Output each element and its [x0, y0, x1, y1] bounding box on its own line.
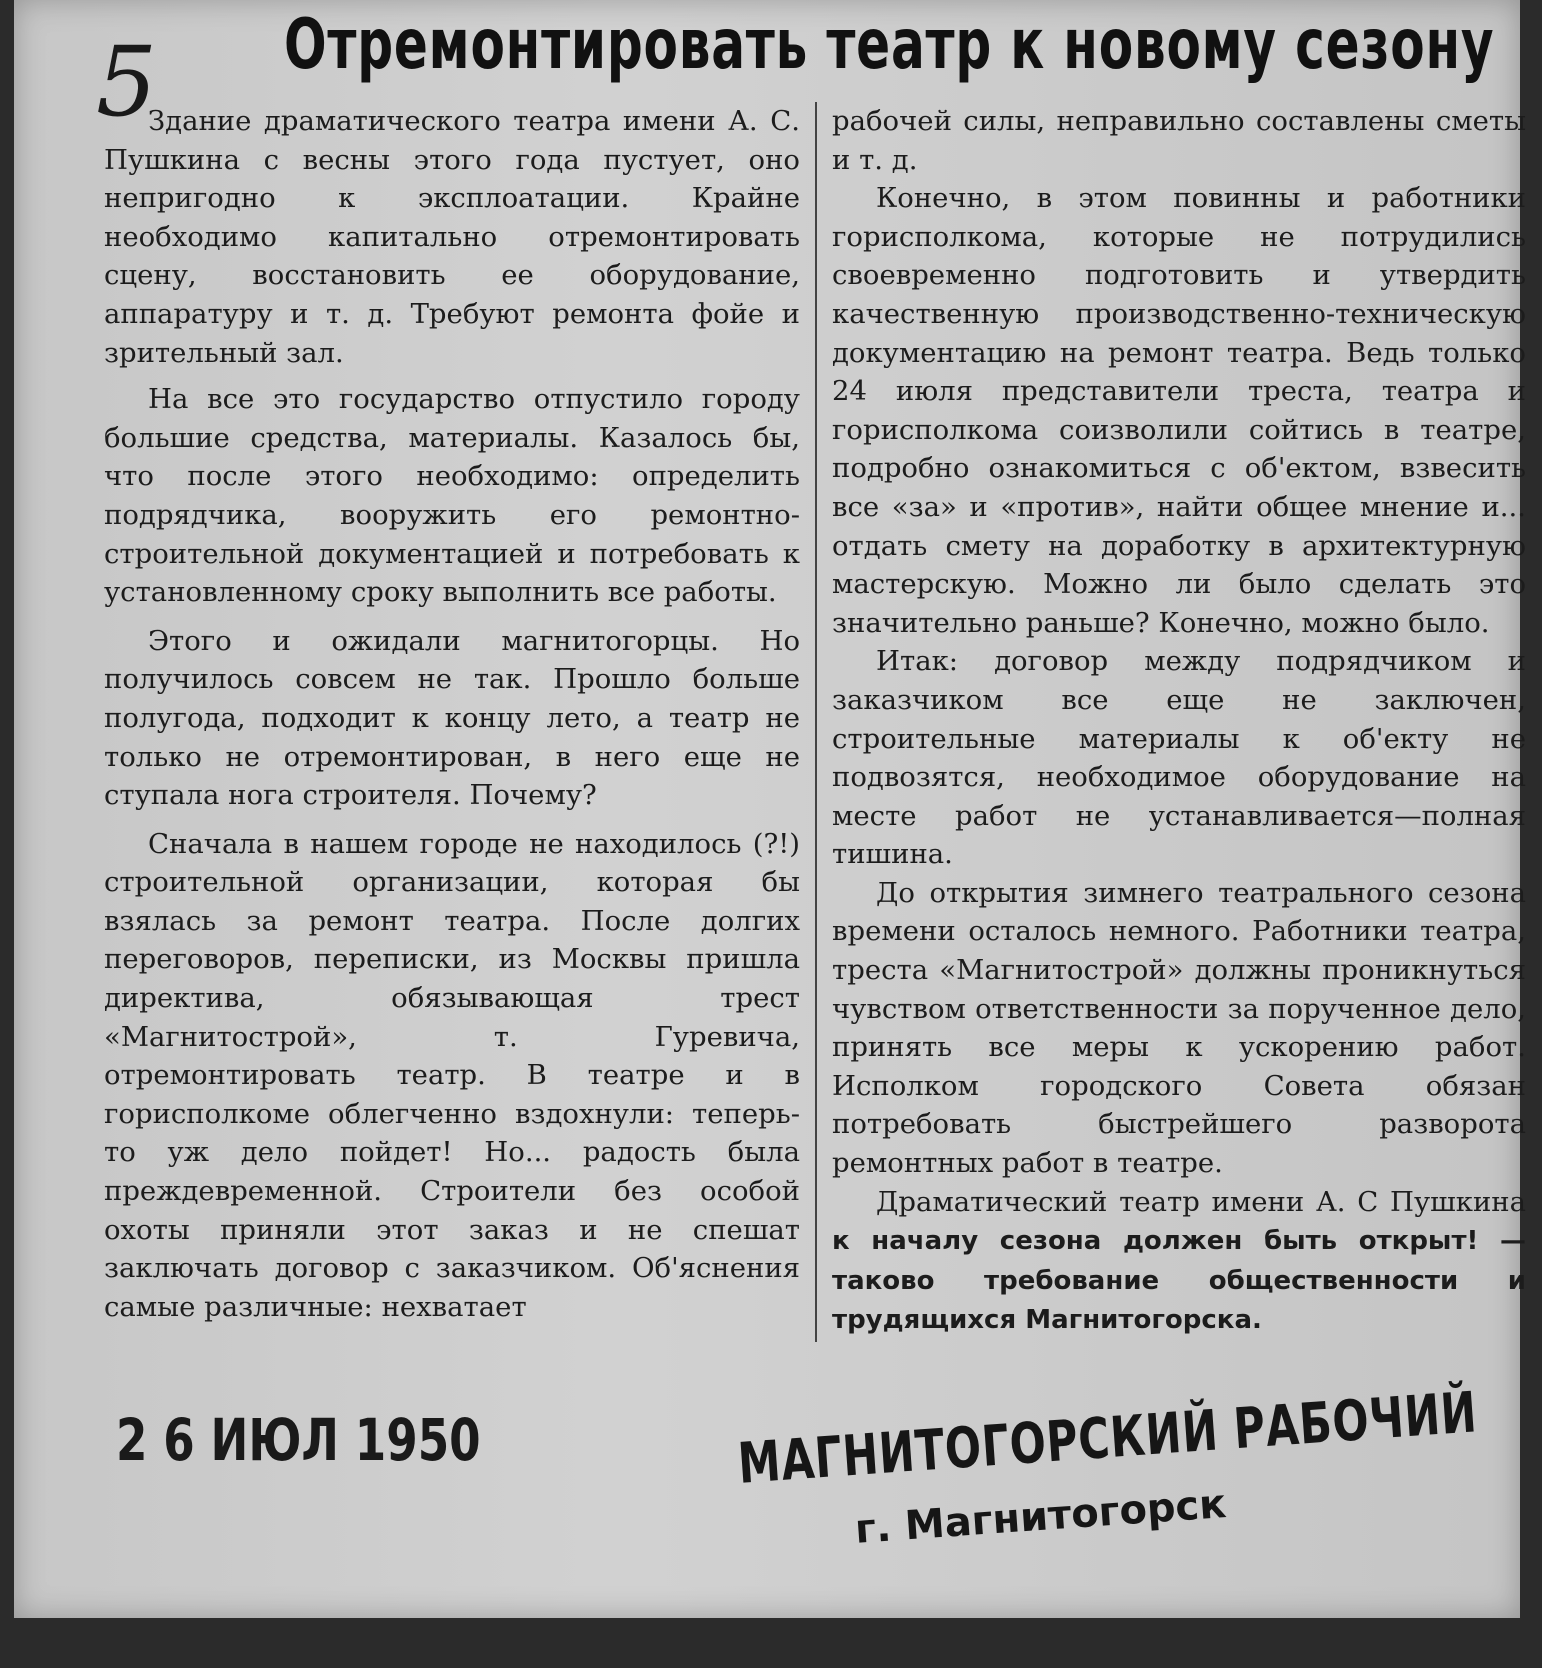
paragraph: рабочей силы, неправильно составлены сметы и т. д. [832, 105, 1526, 176]
stamp-city: г. Магнитогорск [853, 1481, 1228, 1553]
date-stamp: 2 6 ИЮЛ 1950 [116, 1406, 481, 1474]
paragraph: Конечно, в этом повинны и работники горисполкома, которые не потрудились своевременно подготовить и утвердить качественную производственно-техническую документацию на ремонт театра. Ведь только 24 июля представители треста, театра и горисполкома соизволили сойтись в театре, подробно ознакомиться с об'ектом, взвесить все «за» и «против», найти общее мнение и... отдать смету на доработку в архитектурную мастерскую. Можно ли было сделать это значительно раньше? Конечно, можно было. [832, 182, 1526, 639]
column-divider [815, 102, 817, 1342]
paragraph: Итак: договор между подрядчиком и заказчиком все еще не заключен, строительные материалы к об'екту не подвозятся, необходимое оборудование на месте работ не устанавливается—полная тишина. [832, 645, 1526, 871]
closing-lead: Драматический театр имени А. С Пушкина [876, 1185, 1526, 1218]
stamp-title: МАГНИТОГОРСКИЙ РАБОЧИЙ [736, 1380, 1480, 1497]
closing-bold: к началу сезона должен быть открыт! — таково требование общественности и трудящихся Магнитогорска. [832, 1226, 1526, 1336]
article-column-1 [104, 102, 800, 1326]
paragraph: Этого и ожидали магнитогорцы. Но получилось совсем не так. Прошло больше полугода, подходит к концу лето, а театр не только не отремонтирован, в него еще не ступала нога строителя. Почему? [104, 624, 800, 812]
paragraph: До открытия зимнего театрального сезона времени осталось немного. Работники театра, треста «Магнитострой» должны проникнуться чувством ответственности за порученное дело, принять все меры к ускорению работ. Исполком городского Совета обязан потребовать быстрейшего разворота ремонтных работ в театре. [832, 876, 1526, 1180]
newspaper-stamp [736, 1380, 1480, 1560]
paragraph: Сначала в нашем городе не находилось (?!) строительной организации, которая бы взялась за ремонт театра. После долгих переговоров, переписки, из Москвы пришла директива, обязывающая трест «Магнитострой», т. Гуревича, отремонтировать театр. В театре и в горисполкоме облегченно вздохнули: теперь-то уж дело пойдет! Но... радость была преждевременной. Строители без особой охоты приняли этот заказ и не спешат заключать договор с заказчиком. Об'яснения самые различные: нехватает [104, 827, 800, 1323]
paragraph: Здание драматического театра имени А. С. Пушкина с весны этого года пустует, оно непригодно к эксплоатации. Крайне необходимо капитально отремонтировать сцену, восстановить ее оборудование, аппаратуру и т. д. Требуют ремонта фойе и зрительный зал. [104, 105, 800, 369]
paragraph: На все это государство отпустило городу большие средства, материалы. Казалось бы, что после этого необходимо: определить подрядчика, вооружить его ремонтно-строительной документацией и потребовать к установленному сроку выполнить все работы. [104, 383, 800, 609]
headline: Отремонтировать театр к новому сезону [284, 4, 1495, 85]
newspaper-clipping [14, 0, 1526, 1618]
closing-paragraph [832, 1183, 1526, 1340]
article-column-2 [832, 102, 1526, 1340]
page-number: 5 [96, 26, 158, 138]
